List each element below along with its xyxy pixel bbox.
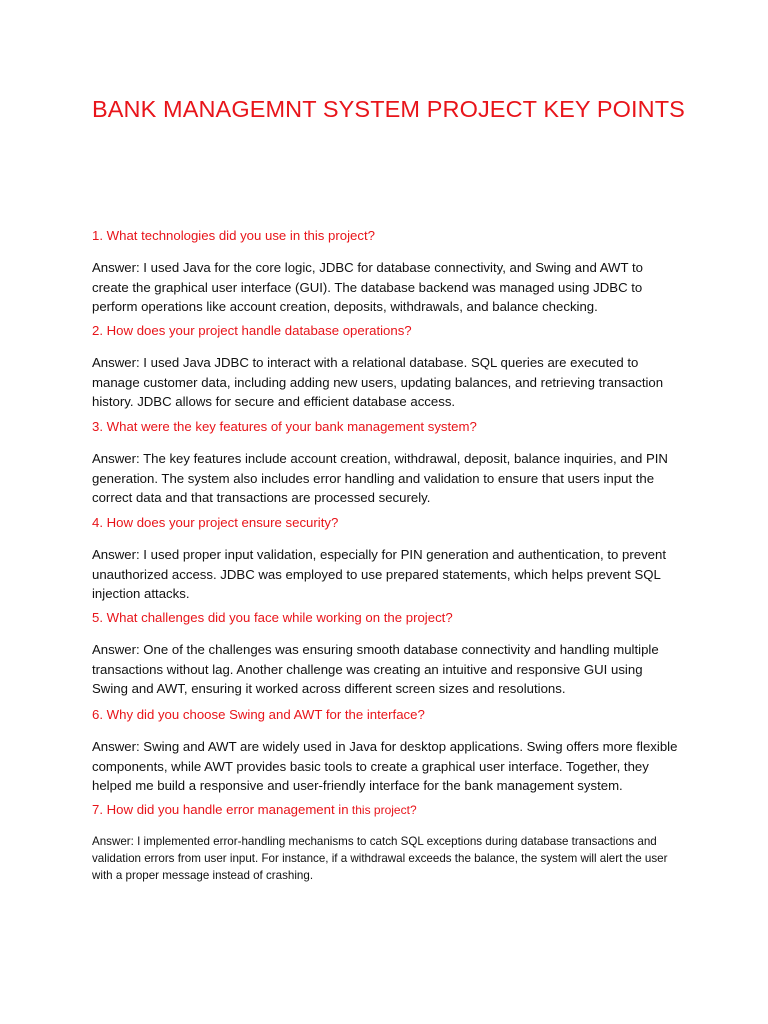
qa-item-2 [92, 322, 682, 412]
answer-4: Answer: I used proper input validation, especially for PIN generation and authentication, to prevent unauthorized access. JDBC was employed to use prepared statements, which helps prevent SQL injection attacks. [92, 547, 667, 601]
question-7-main: 7. How did you handle error management in [92, 802, 349, 817]
qa-item-1 [92, 227, 682, 317]
question-2: 2. How does your project handle database operations? [92, 323, 412, 338]
question-7 [92, 801, 682, 819]
question-4: 4. How does your project ensure security? [92, 515, 339, 530]
answer-2: Answer: I used Java JDBC to interact with a relational database. SQL queries are executed to manage customer data, including adding new users, updating balances, and retrieving transaction history. JDBC allows for secure and efficient database access. [92, 355, 664, 409]
answer-5: Answer: One of the challenges was ensuring smooth database connectivity and handling multiple transactions without lag. Another challenge was creating an intuitive and responsive GUI using Swing and AWT, ensuring it worked across different screen sizes and resolutions. [92, 642, 659, 696]
question-7-tail: this project? [348, 803, 417, 817]
question-5: 5. What challenges did you face while working on the project? [92, 610, 453, 625]
answer-3: Answer: The key features include account creation, withdrawal, deposit, balance inquiries, and PIN generation. The system also includes error handling and validation to ensure that users input the correct data and that transactions are processed securely. [92, 451, 668, 505]
qa-item-5 [92, 609, 682, 699]
qa-item-7 [92, 801, 682, 884]
qa-item-4 [92, 514, 682, 604]
qa-item-3 [92, 418, 682, 508]
answer-6: Answer: Swing and AWT are widely used in Java for desktop applications. Swing offers more flexible components, while AWT provides basic tools to create a graphical user interface. Together, they helped me build a responsive and user-friendly interface for the bank management system. [92, 739, 678, 793]
answer-1: Answer: I used Java for the core logic, JDBC for database connectivity, and Swing and AWT to create the graphical user interface (GUI). The database backend was managed using JDBC to perform operations like account creation, deposits, withdrawals, and balance checking. [92, 260, 643, 314]
document-title: BANK MANAGEMNT SYSTEM PROJECT KEY POINTS [92, 96, 685, 122]
question-1: 1. What technologies did you use in this project? [92, 228, 375, 243]
question-3: 3. What were the key features of your bank management system? [92, 419, 477, 434]
qa-item-6 [92, 706, 682, 796]
question-6: 6. Why did you choose Swing and AWT for the interface? [92, 707, 425, 722]
answer-7: Answer: I implemented error-handling mechanisms to catch SQL exceptions during database transactions and validation errors from user input. For instance, if a withdrawal exceeds the balance, the system will alert the user with a proper message instead of crashing. [92, 835, 668, 882]
